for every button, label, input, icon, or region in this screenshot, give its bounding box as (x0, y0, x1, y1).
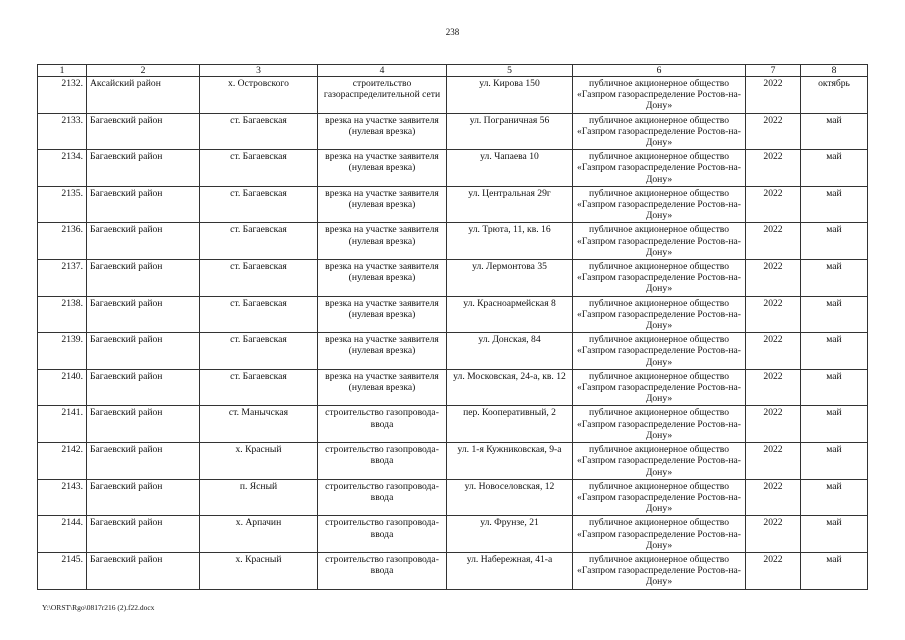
cell-row-number: 2137. (38, 260, 87, 297)
cell-settlement: х. Арпачин (200, 516, 318, 553)
table-row (38, 296, 868, 333)
cell-settlement: ст. Багаевская (200, 369, 318, 406)
table-row (38, 516, 868, 553)
cell-settlement: ст. Багаевская (200, 260, 318, 297)
cell-row-number: 2145. (38, 552, 87, 589)
cell-district: Багаевский район (87, 443, 200, 480)
cell-address: ул. Набережная, 41-а (447, 552, 573, 589)
cell-organization: публичное акционерное общество «Газпром газораспределение Ростов-на-Дону» (573, 333, 746, 370)
cell-year: 2022 (746, 333, 801, 370)
cell-year: 2022 (746, 223, 801, 260)
cell-row-number: 2142. (38, 443, 87, 480)
cell-organization: публичное акционерное общество «Газпром газораспределение Ростов-на-Дону» (573, 443, 746, 480)
cell-month: май (801, 296, 868, 333)
cell-year: 2022 (746, 150, 801, 187)
cell-work-type: врезка на участке заявителя (нулевая врезка) (318, 260, 447, 297)
cell-settlement: ст. Багаевская (200, 333, 318, 370)
cell-address: ул. Кирова 150 (447, 77, 573, 114)
table-row (38, 479, 868, 516)
cell-settlement: ст. Багаевская (200, 113, 318, 150)
cell-organization: публичное акционерное общество «Газпром газораспределение Ростов-на-Дону» (573, 223, 746, 260)
cell-address: ул. Лермонтова 35 (447, 260, 573, 297)
table-row (38, 223, 868, 260)
cell-row-number: 2135. (38, 186, 87, 223)
cell-month: октябрь (801, 77, 868, 114)
cell-organization: публичное акционерное общество «Газпром газораспределение Ростов-на-Дону» (573, 296, 746, 333)
cell-row-number: 2139. (38, 333, 87, 370)
header-row (38, 65, 868, 77)
cell-work-type: строительство газопровода-ввода (318, 406, 447, 443)
cell-district: Багаевский район (87, 369, 200, 406)
cell-district: Багаевский район (87, 552, 200, 589)
column-header-5: 5 (447, 65, 573, 77)
cell-year: 2022 (746, 369, 801, 406)
cell-settlement: ст. Багаевская (200, 150, 318, 187)
cell-address: ул. Новоселовская, 12 (447, 479, 573, 516)
cell-settlement: ст. Багаевская (200, 296, 318, 333)
cell-month: май (801, 479, 868, 516)
table-row (38, 369, 868, 406)
cell-district: Багаевский район (87, 296, 200, 333)
cell-district: Багаевский район (87, 260, 200, 297)
cell-month: май (801, 369, 868, 406)
cell-address: ул. Чапаева 10 (447, 150, 573, 187)
cell-row-number: 2140. (38, 369, 87, 406)
cell-year: 2022 (746, 186, 801, 223)
cell-address: ул. Фрунзе, 21 (447, 516, 573, 553)
cell-address: ул. Пограничная 56 (447, 113, 573, 150)
file-path-footer: Y:\ORST\Rgo\0817r216 (2).f22.docx (42, 603, 155, 612)
cell-work-type: строительство газопровода-ввода (318, 516, 447, 553)
cell-settlement: ст. Манычская (200, 406, 318, 443)
cell-work-type: врезка на участке заявителя (нулевая врезка) (318, 333, 447, 370)
table-row (38, 186, 868, 223)
cell-row-number: 2134. (38, 150, 87, 187)
cell-organization: публичное акционерное общество «Газпром газораспределение Ростов-на-Дону» (573, 113, 746, 150)
cell-year: 2022 (746, 516, 801, 553)
registry-table (37, 64, 868, 590)
cell-district: Багаевский район (87, 406, 200, 443)
cell-row-number: 2141. (38, 406, 87, 443)
cell-work-type: врезка на участке заявителя (нулевая врезка) (318, 113, 447, 150)
table-row (38, 406, 868, 443)
table-row (38, 333, 868, 370)
cell-organization: публичное акционерное общество «Газпром газораспределение Ростов-на-Дону» (573, 479, 746, 516)
cell-organization: публичное акционерное общество «Газпром газораспределение Ростов-на-Дону» (573, 77, 746, 114)
column-header-4: 4 (318, 65, 447, 77)
column-header-7: 7 (746, 65, 801, 77)
cell-address: ул. 1-я Кужниковская, 9-а (447, 443, 573, 480)
cell-district: Багаевский район (87, 223, 200, 260)
table-body (38, 77, 868, 590)
cell-month: май (801, 333, 868, 370)
cell-month: май (801, 150, 868, 187)
cell-work-type: строительство газопровода-ввода (318, 552, 447, 589)
cell-organization: публичное акционерное общество «Газпром газораспределение Ростов-на-Дону» (573, 150, 746, 187)
cell-district: Багаевский район (87, 479, 200, 516)
cell-row-number: 2132. (38, 77, 87, 114)
cell-row-number: 2138. (38, 296, 87, 333)
cell-row-number: 2144. (38, 516, 87, 553)
cell-settlement: ст. Багаевская (200, 186, 318, 223)
table-row (38, 77, 868, 114)
cell-year: 2022 (746, 443, 801, 480)
cell-year: 2022 (746, 406, 801, 443)
cell-year: 2022 (746, 77, 801, 114)
cell-district: Аксайский район (87, 77, 200, 114)
cell-row-number: 2133. (38, 113, 87, 150)
table-row (38, 443, 868, 480)
cell-work-type: врезка на участке заявителя (нулевая врезка) (318, 223, 447, 260)
column-header-3: 3 (200, 65, 318, 77)
column-header-2: 2 (87, 65, 200, 77)
cell-year: 2022 (746, 260, 801, 297)
cell-settlement: ст. Багаевская (200, 223, 318, 260)
table-row (38, 260, 868, 297)
column-header-8: 8 (801, 65, 868, 77)
cell-work-type: строительство газопровода-ввода (318, 479, 447, 516)
cell-district: Багаевский район (87, 516, 200, 553)
table-row (38, 113, 868, 150)
cell-month: май (801, 552, 868, 589)
cell-work-type: врезка на участке заявителя (нулевая врезка) (318, 369, 447, 406)
cell-district: Багаевский район (87, 113, 200, 150)
cell-settlement: х. Красный (200, 552, 318, 589)
column-header-1: 1 (38, 65, 87, 77)
cell-address: ул. Донская, 84 (447, 333, 573, 370)
table-row (38, 150, 868, 187)
cell-work-type: врезка на участке заявителя (нулевая врезка) (318, 296, 447, 333)
cell-address: ул. Центральная 29г (447, 186, 573, 223)
cell-row-number: 2143. (38, 479, 87, 516)
cell-year: 2022 (746, 552, 801, 589)
cell-address: ул. Московская, 24-а, кв. 12 (447, 369, 573, 406)
cell-settlement: п. Ясный (200, 479, 318, 516)
cell-year: 2022 (746, 113, 801, 150)
cell-month: май (801, 113, 868, 150)
cell-address: ул. Трюта, 11, кв. 16 (447, 223, 573, 260)
page-number: 238 (445, 27, 460, 37)
cell-work-type: врезка на участке заявителя (нулевая врезка) (318, 150, 447, 187)
cell-district: Багаевский район (87, 150, 200, 187)
cell-month: май (801, 406, 868, 443)
cell-settlement: х. Красный (200, 443, 318, 480)
cell-work-type: врезка на участке заявителя (нулевая врезка) (318, 186, 447, 223)
cell-month: май (801, 223, 868, 260)
cell-address: ул. Красноармейская 8 (447, 296, 573, 333)
cell-year: 2022 (746, 479, 801, 516)
cell-organization: публичное акционерное общество «Газпром газораспределение Ростов-на-Дону» (573, 516, 746, 553)
cell-organization: публичное акционерное общество «Газпром газораспределение Ростов-на-Дону» (573, 552, 746, 589)
cell-district: Багаевский район (87, 333, 200, 370)
cell-row-number: 2136. (38, 223, 87, 260)
cell-settlement: х. Островского (200, 77, 318, 114)
cell-district: Багаевский район (87, 186, 200, 223)
cell-organization: публичное акционерное общество «Газпром газораспределение Ростов-на-Дону» (573, 260, 746, 297)
cell-month: май (801, 260, 868, 297)
cell-year: 2022 (746, 296, 801, 333)
cell-work-type: строительство газопровода-ввода (318, 443, 447, 480)
cell-organization: публичное акционерное общество «Газпром газораспределение Ростов-на-Дону» (573, 369, 746, 406)
cell-month: май (801, 516, 868, 553)
cell-month: май (801, 186, 868, 223)
cell-address: пер. Кооперативный, 2 (447, 406, 573, 443)
column-header-6: 6 (573, 65, 746, 77)
cell-month: май (801, 443, 868, 480)
cell-work-type: строительство газораспределительной сети (318, 77, 447, 114)
cell-organization: публичное акционерное общество «Газпром газораспределение Ростов-на-Дону» (573, 406, 746, 443)
cell-organization: публичное акционерное общество «Газпром газораспределение Ростов-на-Дону» (573, 186, 746, 223)
table-row (38, 552, 868, 589)
